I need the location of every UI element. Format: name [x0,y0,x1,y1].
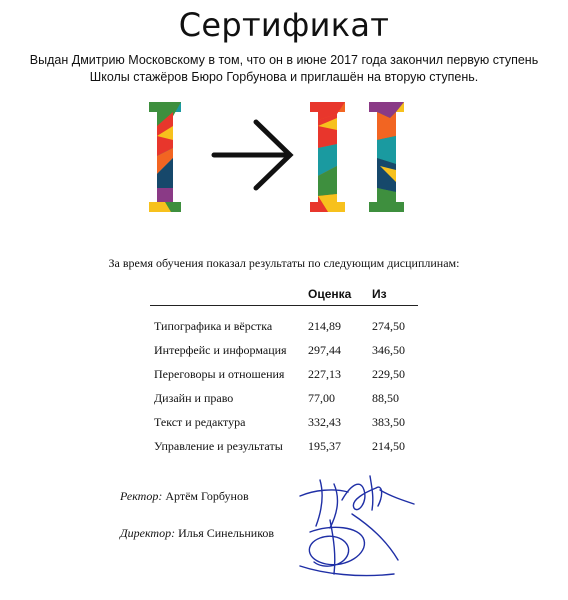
max-cell: 88,50 [372,390,399,405]
subject-column-header [150,283,302,306]
subject-cell: Интерфейс и информация [154,342,287,357]
subject-cell: Управление и результаты [154,438,283,453]
table-row [150,434,418,458]
certificate-title: Сертификат [178,6,390,44]
rector-role-label: Ректор: [120,489,163,503]
rector-name: Артём Горбунов [165,489,249,503]
score-cell: 227,13 [308,366,341,381]
subject-cell: Типографика и вёрстка [154,318,273,333]
director-role-label: Директор: [120,526,176,540]
handwritten-signatures [290,470,430,588]
table-row [150,306,418,339]
max-column-header: Из [366,283,418,306]
level-emblem [0,96,568,220]
subject-cell: Переговоры и отношения [154,366,285,381]
rector-signature-line [120,489,249,504]
table-row [150,338,418,362]
table-row [150,410,418,434]
subject-cell: Дизайн и право [154,390,234,405]
director-signature-line [120,526,274,541]
max-cell: 383,50 [372,414,405,429]
intro-line-2: Школы стажёров Бюро Горбунова и приглашён на вторую ступень. [89,70,479,84]
max-cell: 214,50 [372,438,405,453]
results-table [150,283,418,458]
max-cell: 346,50 [372,342,405,357]
table-row [150,386,418,410]
roman-numeral-two-icon [310,102,404,212]
roman-numeral-one-icon [149,102,181,212]
score-cell: 77,00 [308,390,335,405]
max-cell: 274,50 [372,318,405,333]
score-column-header: Оценка [302,283,366,306]
results-header-row [150,283,418,306]
certificate-intro [10,52,558,86]
right-arrow-icon [214,122,290,188]
score-cell: 214,89 [308,318,341,333]
director-name: Илья Синельников [178,526,275,540]
score-cell: 332,43 [308,414,341,429]
subject-cell: Текст и редактура [154,414,246,429]
results-intro: За время обучения показал результаты по следующим дисциплинам: [108,256,460,270]
score-cell: 297,44 [308,342,341,357]
intro-line-1: Выдан Дмитрию Московскому в том, что он в июне 2017 года закончил первую ступень [29,53,539,67]
score-cell: 195,37 [308,438,341,453]
table-row [150,362,418,386]
max-cell: 229,50 [372,366,405,381]
